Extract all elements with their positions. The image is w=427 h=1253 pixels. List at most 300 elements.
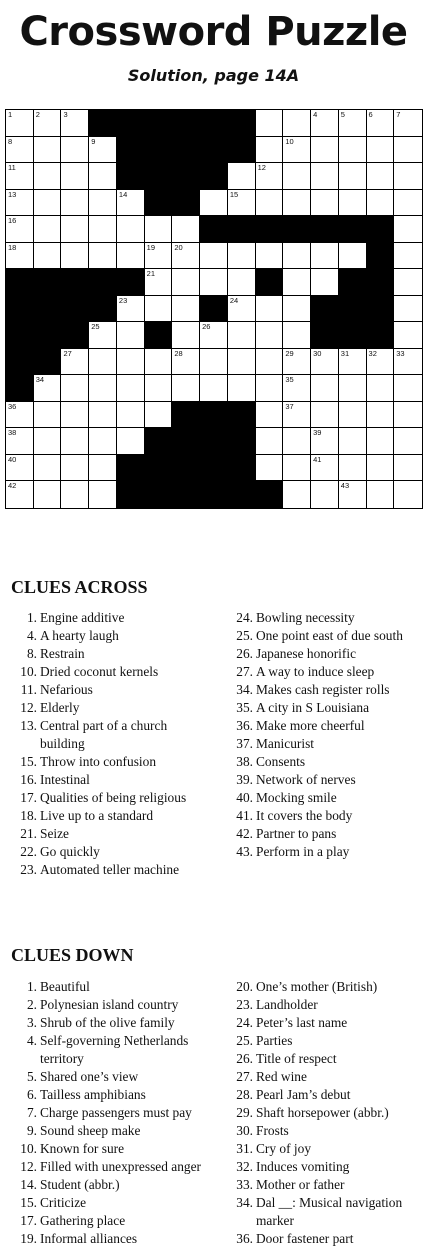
cell-number: 15 — [229, 189, 239, 199]
grid-cell[interactable] — [61, 428, 89, 455]
grid-cell[interactable] — [367, 163, 395, 190]
grid-block — [61, 296, 89, 323]
clue-item — [224, 1122, 424, 1140]
grid-cell[interactable] — [394, 375, 422, 402]
grid-cell[interactable] — [228, 296, 256, 323]
clue-item — [8, 681, 213, 699]
clue-number: 14. — [20, 1177, 37, 1192]
grid-cell[interactable] — [256, 455, 284, 482]
grid-cell[interactable] — [6, 216, 34, 243]
cell-number: 38 — [8, 428, 17, 438]
grid-cell[interactable] — [117, 243, 145, 270]
grid-cell[interactable] — [339, 163, 367, 190]
grid-cell[interactable] — [283, 296, 311, 323]
grid-cell[interactable] — [256, 190, 284, 217]
grid-cell[interactable] — [61, 216, 89, 243]
grid-cell[interactable] — [145, 243, 173, 270]
cell-number: 39 — [313, 428, 322, 438]
grid-cell[interactable] — [145, 269, 173, 296]
grid-cell[interactable] — [6, 243, 34, 270]
grid-cell[interactable] — [339, 243, 367, 270]
grid-cell[interactable] — [89, 349, 117, 376]
clue-number: 11. — [20, 682, 37, 697]
grid-cell[interactable] — [256, 349, 284, 376]
clue-text: Manicurist — [256, 736, 315, 751]
clue-item — [8, 771, 213, 789]
grid-cell[interactable] — [283, 243, 311, 270]
grid-cell[interactable] — [311, 163, 339, 190]
clue-item — [8, 789, 213, 807]
cell-number: 3 — [63, 110, 68, 119]
clue-number: 25. — [236, 628, 253, 643]
cell-number: 31 — [340, 348, 350, 358]
clue-item — [8, 978, 213, 996]
clue-item — [8, 1104, 213, 1122]
grid-cell[interactable] — [117, 296, 145, 323]
clue-item — [8, 1212, 213, 1230]
grid-cell[interactable] — [89, 322, 117, 349]
grid-block — [145, 455, 173, 482]
grid-cell[interactable] — [367, 190, 395, 217]
clue-text: Polynesian island country — [40, 997, 179, 1012]
clue-text: Cry of joy — [256, 1141, 312, 1156]
clue-text: Seize — [40, 826, 69, 841]
grid-cell[interactable] — [394, 296, 422, 323]
grid-block — [145, 110, 173, 137]
grid-cell[interactable] — [367, 481, 395, 508]
grid-block — [367, 322, 395, 349]
clue-item — [224, 699, 424, 717]
grid-cell[interactable] — [61, 375, 89, 402]
clue-number: 15. — [20, 754, 37, 769]
clue-number: 35. — [236, 700, 253, 715]
grid-cell[interactable] — [200, 322, 228, 349]
clue-number: 5. — [26, 1069, 37, 1084]
grid-cell[interactable] — [34, 455, 62, 482]
grid-cell[interactable] — [256, 296, 284, 323]
grid-cell[interactable] — [339, 375, 367, 402]
grid-cell[interactable] — [228, 269, 256, 296]
grid-cell[interactable] — [367, 349, 395, 376]
cell-number: 42 — [8, 481, 17, 491]
grid-cell[interactable] — [311, 137, 339, 164]
grid-cell[interactable] — [172, 375, 200, 402]
clue-text: A city in S Louisiana — [256, 700, 370, 715]
clue-text: Door fastener part — [256, 1231, 354, 1246]
grid-cell[interactable] — [200, 243, 228, 270]
grid-cell[interactable] — [145, 296, 173, 323]
grid-cell[interactable] — [283, 137, 311, 164]
clue-text: Title of respect — [256, 1051, 337, 1066]
grid-cell[interactable] — [117, 349, 145, 376]
cell-number: 14 — [118, 189, 128, 199]
grid-cell[interactable] — [311, 481, 339, 508]
grid-block — [172, 137, 200, 164]
grid-cell[interactable] — [394, 190, 422, 217]
cell-number: 41 — [313, 454, 322, 464]
clue-text: Red wine — [256, 1069, 307, 1084]
cell-number: 21 — [146, 269, 155, 279]
grid-cell[interactable] — [394, 269, 422, 296]
clue-item — [224, 1014, 424, 1032]
grid-cell[interactable] — [145, 216, 173, 243]
crossword-grid — [5, 109, 423, 509]
grid-cell[interactable] — [228, 190, 256, 217]
clue-text: Self-governing Netherlands territory — [40, 1033, 189, 1066]
grid-cell[interactable] — [200, 349, 228, 376]
clue-text: Criticize — [40, 1195, 87, 1210]
grid-cell[interactable] — [256, 322, 284, 349]
grid-cell[interactable] — [145, 402, 173, 429]
grid-cell[interactable] — [172, 216, 200, 243]
clue-text: Mocking smile — [256, 790, 337, 805]
clue-text: Partner to pans — [256, 826, 337, 841]
clue-number: 37. — [236, 736, 253, 751]
page-subtitle: Solution, page 14A — [127, 66, 300, 85]
grid-block — [367, 216, 395, 243]
grid-cell[interactable] — [34, 163, 62, 190]
grid-cell[interactable] — [339, 402, 367, 429]
clue-item — [8, 1086, 213, 1104]
grid-cell[interactable] — [283, 481, 311, 508]
grid-cell[interactable] — [256, 428, 284, 455]
grid-cell[interactable] — [311, 243, 339, 270]
clue-number: 27. — [236, 1069, 253, 1084]
clue-number: 8. — [26, 646, 37, 661]
grid-cell[interactable] — [228, 349, 256, 376]
grid-cell[interactable] — [283, 322, 311, 349]
grid-cell[interactable] — [34, 243, 62, 270]
cell-number: 12 — [257, 163, 266, 173]
grid-cell[interactable] — [339, 110, 367, 137]
cell-number: 27 — [63, 348, 72, 358]
grid-cell[interactable] — [256, 375, 284, 402]
grid-cell[interactable] — [6, 110, 34, 137]
grid-cell[interactable] — [61, 402, 89, 429]
grid-cell[interactable] — [311, 402, 339, 429]
clue-item — [8, 1014, 213, 1032]
grid-cell[interactable] — [34, 481, 62, 508]
grid-cell[interactable] — [283, 269, 311, 296]
clue-item — [224, 843, 424, 861]
grid-cell[interactable] — [283, 428, 311, 455]
clue-item — [8, 861, 213, 879]
clue-text: Make more cheerful — [256, 718, 365, 733]
grid-cell[interactable] — [89, 402, 117, 429]
cell-number: 16 — [8, 216, 17, 226]
grid-block — [145, 190, 173, 217]
grid-cell[interactable] — [256, 137, 284, 164]
clue-number: 13. — [20, 718, 37, 733]
clue-item — [224, 753, 424, 771]
grid-cell[interactable] — [228, 243, 256, 270]
grid-cell[interactable] — [200, 269, 228, 296]
cell-number: 19 — [146, 242, 155, 252]
clue-text: Engine additive — [40, 610, 125, 625]
grid-cell[interactable] — [89, 163, 117, 190]
grid-cell[interactable] — [89, 243, 117, 270]
grid-block — [6, 296, 34, 323]
clue-item — [224, 807, 424, 825]
grid-block — [228, 137, 256, 164]
grid-cell[interactable] — [89, 216, 117, 243]
clues-across-heading: CLUES ACROSS — [11, 577, 148, 597]
clue-text: One point east of due south — [256, 628, 403, 643]
clue-number: 16. — [20, 772, 37, 787]
clue-number: 30. — [236, 1123, 253, 1138]
grid-cell[interactable] — [61, 190, 89, 217]
grid-cell[interactable] — [172, 322, 200, 349]
clue-number: 4. — [26, 1033, 37, 1048]
grid-block — [172, 481, 200, 508]
cell-number: 33 — [396, 348, 405, 358]
clue-item — [8, 627, 213, 645]
grid-cell[interactable] — [117, 375, 145, 402]
clue-text: Restrain — [40, 646, 85, 661]
grid-block — [228, 402, 256, 429]
grid-cell[interactable] — [367, 375, 395, 402]
grid-cell[interactable] — [34, 190, 62, 217]
grid-cell[interactable] — [61, 163, 89, 190]
grid-cell[interactable] — [256, 163, 284, 190]
clue-text: Bowling necessity — [256, 610, 355, 625]
grid-cell[interactable] — [34, 216, 62, 243]
grid-cell[interactable] — [283, 163, 311, 190]
grid-cell[interactable] — [61, 455, 89, 482]
grid-cell[interactable] — [394, 163, 422, 190]
grid-cell[interactable] — [311, 349, 339, 376]
grid-cell[interactable] — [394, 455, 422, 482]
clue-text: Automated teller machine — [40, 862, 180, 877]
grid-cell[interactable] — [89, 428, 117, 455]
grid-cell[interactable] — [61, 110, 89, 137]
grid-cell[interactable] — [117, 216, 145, 243]
grid-block — [200, 402, 228, 429]
grid-block — [89, 296, 117, 323]
clue-item — [224, 681, 424, 699]
cell-number: 24 — [229, 295, 239, 305]
grid-cell[interactable] — [228, 163, 256, 190]
clue-item — [8, 1194, 213, 1212]
cell-number: 25 — [91, 322, 100, 332]
clue-item — [8, 825, 213, 843]
clue-text: Tailless amphibians — [40, 1087, 146, 1102]
grid-block — [367, 296, 395, 323]
cell-number: 28 — [174, 348, 183, 358]
clue-text: A way to induce sleep — [256, 664, 375, 679]
grid-cell[interactable] — [200, 375, 228, 402]
cell-number: 29 — [285, 348, 294, 358]
grid-cell[interactable] — [172, 269, 200, 296]
clue-text: Throw into confusion — [40, 754, 157, 769]
clue-item — [224, 1104, 424, 1122]
grid-cell[interactable] — [256, 243, 284, 270]
grid-cell[interactable] — [394, 428, 422, 455]
clue-text: Peter’s last name — [256, 1015, 348, 1030]
grid-cell[interactable] — [311, 110, 339, 137]
clue-text: Induces vomiting — [256, 1159, 350, 1174]
grid-cell[interactable] — [145, 349, 173, 376]
grid-cell[interactable] — [311, 455, 339, 482]
clue-item — [8, 663, 213, 681]
grid-block — [61, 322, 89, 349]
grid-cell[interactable] — [6, 137, 34, 164]
grid-cell[interactable] — [89, 190, 117, 217]
grid-cell[interactable] — [311, 190, 339, 217]
grid-cell[interactable] — [283, 402, 311, 429]
grid-cell[interactable] — [61, 481, 89, 508]
clue-item — [8, 699, 213, 717]
cell-number: 10 — [285, 136, 294, 146]
grid-block — [117, 110, 145, 137]
grid-cell[interactable] — [172, 296, 200, 323]
grid-cell[interactable] — [117, 402, 145, 429]
grid-cell[interactable] — [283, 349, 311, 376]
grid-cell[interactable] — [367, 137, 395, 164]
grid-cell[interactable] — [117, 322, 145, 349]
cell-number: 30 — [313, 348, 322, 358]
grid-cell[interactable] — [394, 322, 422, 349]
grid-cell[interactable] — [6, 481, 34, 508]
grid-cell[interactable] — [311, 375, 339, 402]
grid-cell[interactable] — [394, 349, 422, 376]
clue-item — [8, 1068, 213, 1086]
clue-number: 24. — [236, 610, 253, 625]
grid-cell[interactable] — [6, 455, 34, 482]
clue-number: 12. — [20, 700, 37, 715]
grid-cell[interactable] — [6, 163, 34, 190]
clue-number: 17. — [20, 1213, 37, 1228]
clue-text: Perform in a play — [256, 844, 350, 859]
grid-cell[interactable] — [34, 428, 62, 455]
grid-cell[interactable] — [367, 110, 395, 137]
clue-text: Dal __: Musical navigation marker — [256, 1195, 403, 1228]
clue-item — [224, 1140, 424, 1158]
clue-number: 27. — [236, 664, 253, 679]
grid-cell[interactable] — [172, 349, 200, 376]
clue-item — [224, 609, 424, 627]
grid-block — [228, 455, 256, 482]
grid-cell[interactable] — [34, 402, 62, 429]
grid-cell[interactable] — [311, 269, 339, 296]
clue-number: 9. — [26, 1123, 37, 1138]
grid-cell[interactable] — [367, 402, 395, 429]
clue-text: Nefarious — [40, 682, 93, 697]
grid-cell[interactable] — [339, 349, 367, 376]
grid-cell[interactable] — [34, 110, 62, 137]
grid-block — [172, 402, 200, 429]
grid-cell[interactable] — [6, 402, 34, 429]
clue-item — [224, 825, 424, 843]
grid-cell[interactable] — [394, 402, 422, 429]
clue-item — [8, 1230, 213, 1248]
grid-cell[interactable] — [228, 375, 256, 402]
grid-cell[interactable] — [394, 243, 422, 270]
clue-number: 34. — [236, 1195, 253, 1210]
grid-cell[interactable] — [117, 190, 145, 217]
grid-cell[interactable] — [394, 216, 422, 243]
grid-block — [145, 322, 173, 349]
clue-number: 38. — [236, 754, 253, 769]
grid-cell[interactable] — [200, 190, 228, 217]
cell-number: 35 — [285, 375, 294, 385]
grid-block — [200, 163, 228, 190]
grid-cell[interactable] — [34, 375, 62, 402]
grid-cell[interactable] — [394, 481, 422, 508]
grid-cell[interactable] — [339, 428, 367, 455]
cell-number: 18 — [8, 242, 17, 252]
clue-number: 33. — [236, 1177, 253, 1192]
grid-block — [339, 322, 367, 349]
grid-block — [145, 481, 173, 508]
grid-cell[interactable] — [89, 375, 117, 402]
grid-cell[interactable] — [394, 110, 422, 137]
grid-block — [34, 322, 62, 349]
clue-item — [224, 1068, 424, 1086]
grid-cell[interactable] — [367, 455, 395, 482]
clue-text: Shrub of the olive family — [40, 1015, 175, 1030]
grid-block — [145, 428, 173, 455]
grid-cell[interactable] — [339, 137, 367, 164]
grid-block — [117, 269, 145, 296]
cell-number: 4 — [313, 110, 318, 119]
grid-cell[interactable] — [283, 455, 311, 482]
grid-cell[interactable] — [117, 428, 145, 455]
clue-number: 18. — [20, 808, 37, 823]
grid-block — [228, 428, 256, 455]
grid-cell[interactable] — [394, 137, 422, 164]
grid-cell[interactable] — [89, 455, 117, 482]
clue-number: 7. — [26, 1105, 37, 1120]
clue-item — [224, 735, 424, 753]
grid-cell[interactable] — [34, 137, 62, 164]
clue-item — [8, 1176, 213, 1194]
cell-number: 34 — [35, 375, 45, 385]
grid-cell[interactable] — [6, 428, 34, 455]
clue-number: 31. — [236, 1141, 253, 1156]
clue-number: 26. — [236, 1051, 253, 1066]
grid-cell[interactable] — [61, 243, 89, 270]
grid-cell[interactable] — [61, 349, 89, 376]
grid-block — [117, 137, 145, 164]
grid-cell[interactable] — [311, 428, 339, 455]
grid-cell[interactable] — [6, 190, 34, 217]
grid-cell[interactable] — [89, 137, 117, 164]
grid-cell[interactable] — [339, 190, 367, 217]
clue-number: 1. — [26, 610, 37, 625]
grid-cell[interactable] — [339, 481, 367, 508]
grid-cell[interactable] — [283, 190, 311, 217]
grid-block — [145, 163, 173, 190]
clue-text: Go quickly — [40, 844, 100, 859]
grid-cell[interactable] — [89, 481, 117, 508]
grid-cell[interactable] — [172, 243, 200, 270]
grid-cell[interactable] — [283, 110, 311, 137]
grid-cell[interactable] — [339, 455, 367, 482]
clue-number: 10. — [20, 664, 37, 679]
grid-cell[interactable] — [145, 375, 173, 402]
grid-cell[interactable] — [367, 428, 395, 455]
grid-cell[interactable] — [256, 402, 284, 429]
clue-number: 34. — [236, 682, 253, 697]
grid-cell[interactable] — [228, 322, 256, 349]
clue-item — [224, 1194, 424, 1230]
cell-number: 5 — [340, 110, 345, 119]
grid-cell[interactable] — [61, 137, 89, 164]
grid-cell[interactable] — [283, 375, 311, 402]
clue-number: 25. — [236, 1033, 253, 1048]
grid-cell[interactable] — [256, 110, 284, 137]
